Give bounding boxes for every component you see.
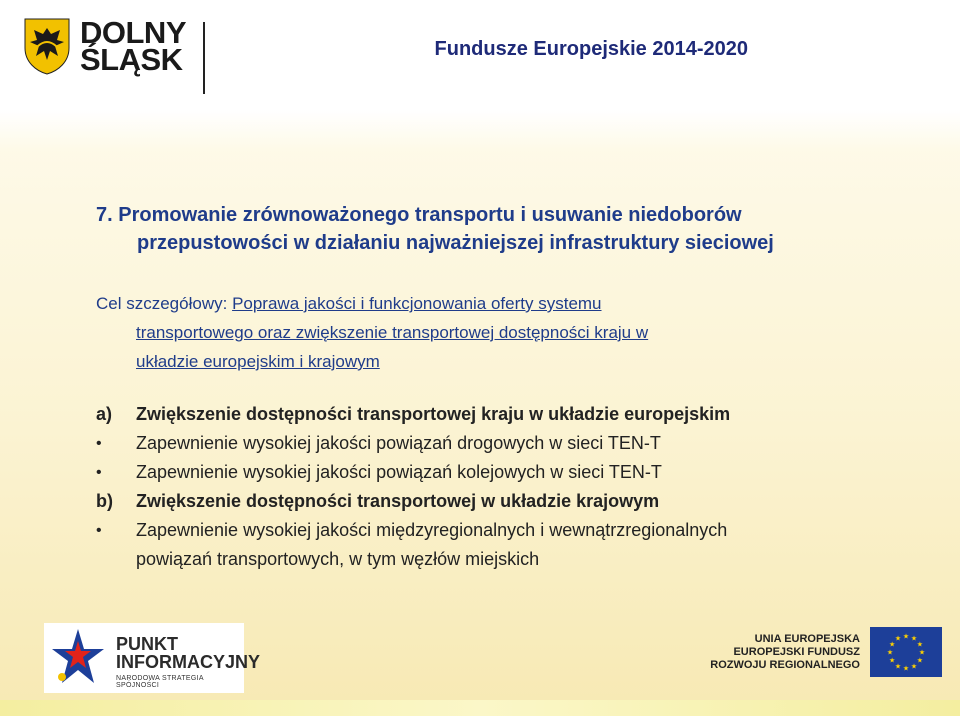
heading-line1: 7. Promowanie zrównoważonego transportu i usuwanie niedoborów (96, 204, 742, 226)
goal-text-1: Poprawa jakości i funkcjonowania oferty systemu (232, 294, 602, 313)
logo-line1: DOLNY (80, 15, 186, 50)
list-item-text: powiązań transportowych, w tym węzłów miejskich (136, 549, 540, 569)
eu-line3: ROZWOJU REGIONALNEGO (710, 658, 860, 671)
eu-star-icon: ★ (886, 649, 894, 657)
eu-star-icon: ★ (889, 641, 896, 649)
list-item-text: Zapewnienie wysokiej jakości powiązań kolejowych w sieci TEN-T (136, 462, 662, 482)
bullet-icon: • (96, 464, 102, 481)
pi-line1: PUNKT (116, 634, 178, 654)
goal-text-2: transportowego oraz zwiększenie transportowej dostępności kraju w (136, 323, 649, 342)
eu-star-icon: ★ (902, 665, 910, 673)
bullet-icon: • (96, 522, 102, 539)
bottom-bar (0, 700, 960, 716)
list-item (96, 400, 916, 429)
list-item (96, 487, 916, 516)
eu-line1: UNIA EUROPEJSKA (754, 632, 860, 645)
eu-star-icon: ★ (894, 663, 902, 671)
logo-wordmark (80, 15, 186, 77)
list-item-text: Zwiększenie dostępności transportowej kraju w układzie europejskim (136, 404, 731, 424)
logo-line2: ŚLĄSK (80, 42, 183, 77)
list-item (96, 516, 916, 545)
goal-prefix: Cel szczegółowy: (96, 294, 233, 313)
section-heading (96, 201, 896, 257)
list-item-continuation (96, 545, 916, 574)
dolny-slask-logo (22, 16, 186, 76)
eu-star-icon: ★ (910, 635, 918, 643)
page-title: Fundusze Europejskie 2014-2020 (434, 38, 748, 60)
eu-star-icon: ★ (918, 649, 926, 657)
heading-line2: przepustowości w działaniu najważniejszej infrastruktury sieciowej (137, 232, 774, 254)
eu-flag-icon (870, 627, 942, 677)
list-item (96, 429, 916, 458)
star-logo-icon (50, 627, 106, 689)
list-marker: b) (96, 491, 113, 511)
pi-subtitle: NARODOWA STRATEGIA SPÓJNOŚCI (116, 675, 204, 689)
punkt-informacyjny-logo (44, 623, 261, 693)
eu-star-icon: ★ (902, 633, 910, 641)
eu-logo (710, 627, 942, 677)
list-item-text: Zapewnienie wysokiej jakości powiązań drogowych w sieci TEN-T (136, 433, 661, 453)
logo-divider (203, 22, 205, 94)
goal-line1 (96, 289, 876, 318)
eagle-crest-icon (22, 16, 72, 76)
eu-text (710, 633, 860, 672)
eu-star-icon: ★ (916, 641, 923, 649)
eu-star-icon: ★ (889, 657, 896, 665)
list-item (96, 458, 916, 487)
eu-star-icon: ★ (910, 663, 918, 671)
header-fade (0, 110, 960, 150)
priority-list (96, 400, 916, 574)
specific-goal (96, 289, 876, 376)
eu-star-icon: ★ (894, 635, 902, 643)
list-item-text: Zwiększenie dostępności transportowej w układzie krajowym (136, 491, 660, 511)
list-marker: a) (96, 404, 113, 424)
list-item-text: Zapewnienie wysokiej jakości międzyregionalnych i wewnątrzregionalnych (136, 520, 728, 540)
pi-line2: INFORMACYJNY (116, 652, 261, 672)
eu-star-icon: ★ (916, 657, 923, 665)
bullet-icon: • (96, 435, 102, 452)
eu-line2: EUROPEJSKI FUNDUSZ (733, 645, 860, 658)
pi-wordmark (116, 635, 260, 671)
footer (0, 605, 960, 700)
goal-text-3: układzie europejskim i krajowym (136, 352, 380, 371)
